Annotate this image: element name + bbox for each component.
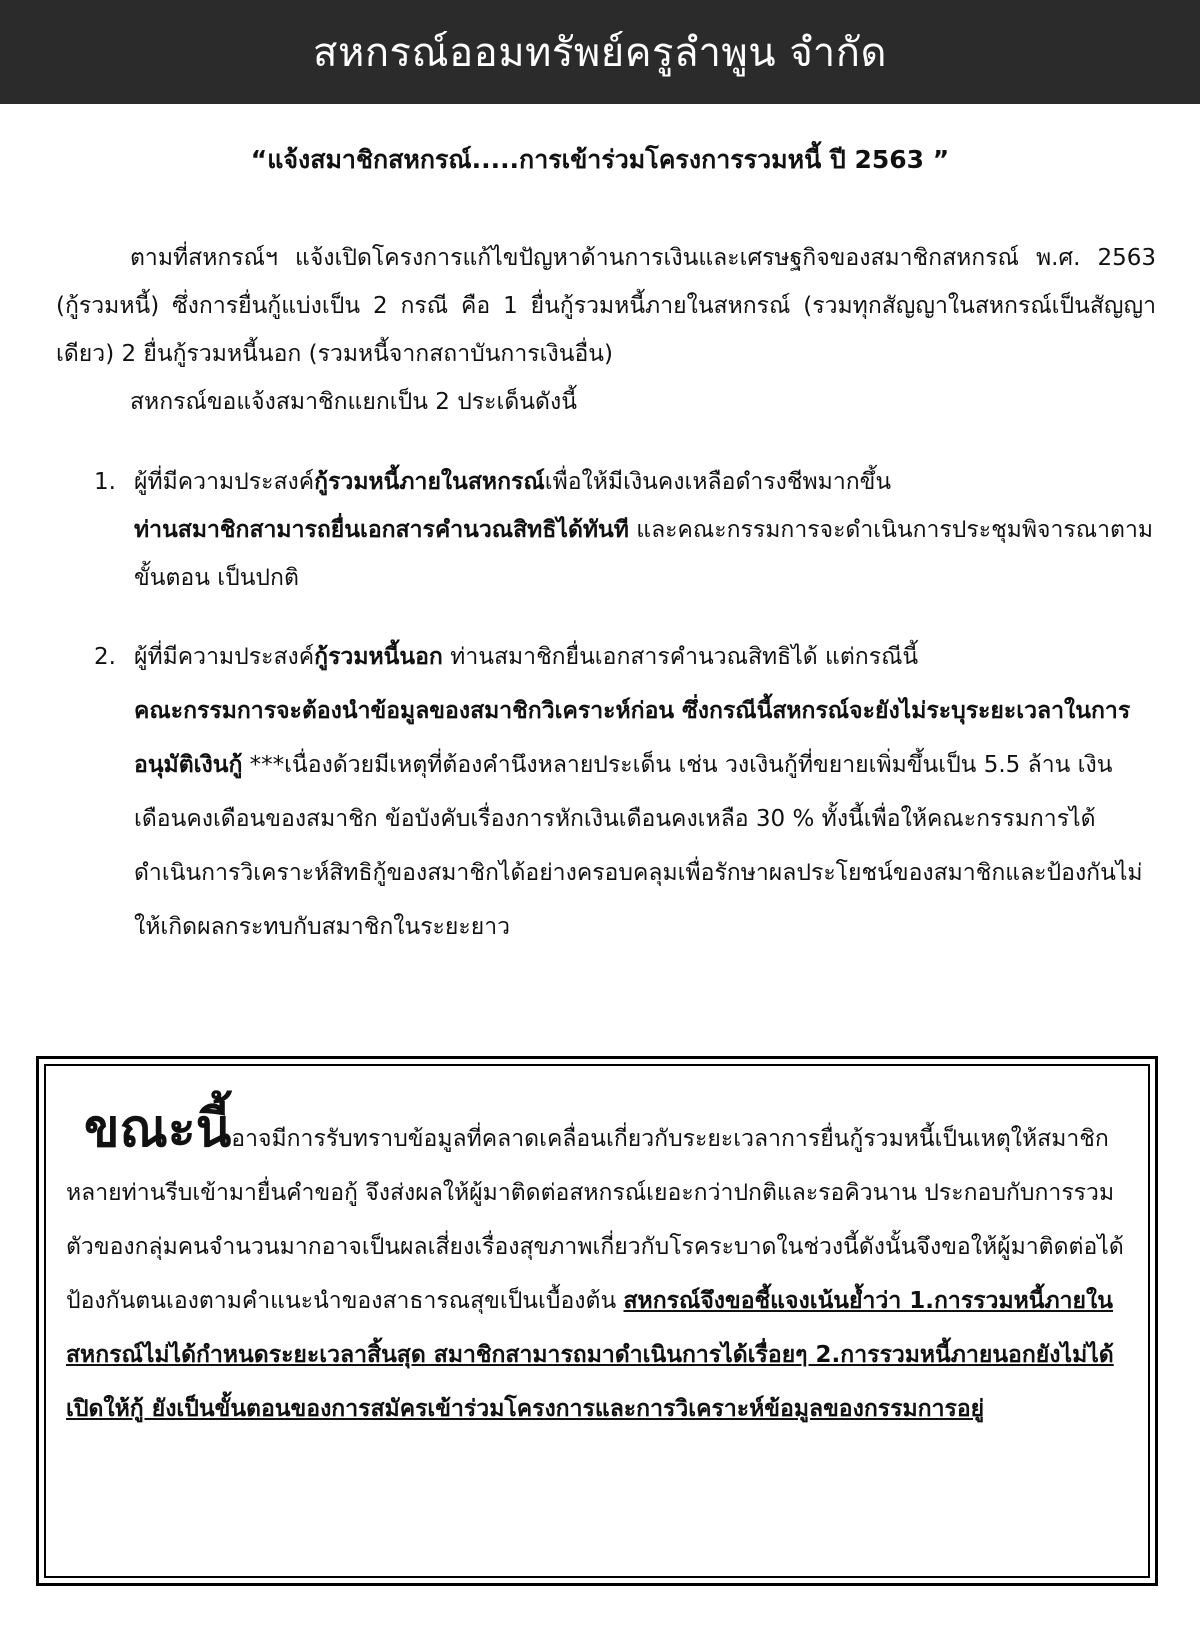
item-text: ผู้ที่มีความประสงค์ [134, 644, 315, 670]
notice-lead-word: ขณะนี้ [84, 1098, 232, 1159]
organization-title: สหกรณ์ออมทรัพย์ครูลำพูน จำกัด [313, 30, 887, 76]
intro-section [56, 234, 1156, 426]
list-item [56, 630, 1156, 954]
item-bold-text: คณะกรรมการจะต้องนำข้อมูลของสมาชิกวิเคราะห์ก่อน ซึ่งกรณีนี้สหกรณ์จะยังไม่ระบุระยะเวลาในการอนุมัติเงินกู้ [134, 698, 1131, 778]
item-bold-text: กู้รวมหนี้นอก [314, 644, 443, 670]
item-bold-text: ท่านสมาชิกสามารถยื่นเอกสารคำนวณสิทธิได้ทันที [134, 517, 629, 543]
notice-paragraph [66, 1098, 1132, 1436]
item-text: และคณะกรรมการจะดำเนินการประชุมพิจารณาตามขั้นตอน เป็นปกติ [134, 517, 1154, 591]
list-item [56, 458, 1156, 602]
notice-box [66, 1098, 1132, 1436]
header-banner [0, 0, 1200, 104]
list-item-number: 2. [94, 644, 116, 670]
intro-lead-in: สหกรณ์ขอแจ้งสมาชิกแยกเป็น 2 ประเด็นดังนี้ [130, 389, 577, 415]
list-item-body [134, 630, 1156, 954]
notice-text: อาจมีการรับทราบข้อมูลที่คลาดเคลื่อนเกี่ยวกับระยะเวลาการยื่นกู้รวมหนี้เป็นเหตุให้สมาชิกหลายท่านรีบเข้ามายื่นคำขอกู้ จึงส่งผลให้ผู้มาติดต่อสหกรณ์เยอะกว่าปกติและรอคิวนาน ประกอบกับการรวมตัวของกลุ่มคนจำนวนมากอาจเป็นผลเสี่ยงเรื่องสุขภาพเกี่ยวกับโรคระบาดในช่วงนี้ดังนั้นจึงขอให้ผู้มาติดต่อได้ป้องกันตนเองตามคำแนะนำของสาธารณสุขเป็นเบื้องต้น [66, 1126, 1124, 1314]
item-text: ***เนื่องด้วยมีเหตุที่ต้องคำนึงหลายประเด็น เช่น วงเงินกู้ที่ขยายเพิ่มขึ้นเป็น 5.5 ล้าน เงินเดือนคงเดือนของสมาชิก ข้อบังคับเรื่องการหักเงินเดือนคงเหลือ 30 % ทั้งนี้เพื่อให้คณะกรรมการได้ดำเนินการวิเคราะห์สิทธิกู้ของสมาชิกได้อย่างครอบคลุมเพื่อรักษาผลประโยชน์ของสมาชิกและป้องกันไม่ให้เกิดผลกระทบกับสมาชิกในระยะยาว [134, 752, 1143, 940]
list-item-number: 1. [94, 469, 116, 495]
announcement-headline: “แจ้งสมาชิกสหกรณ์.....การเข้าร่วมโครงการรวมหนี้ ปี 2563 ” [250, 145, 950, 174]
item-bold-text: กู้รวมหนี้ภายในสหกรณ์ [314, 469, 545, 495]
notice-emphasis: สหกรณ์จึงขอชี้แจงเน้นย้ำว่า 1.การรวมหนี้ภายในสหกรณ์ไม่ได้กำหนดระยะเวลาสิ้นสุด สมาชิกสามารถมาดำเนินการได้เรื่อยๆ 2.การรวมหนี้ภายนอกยังไม่ได้เปิดให้กู้ ยังเป็นขั้นตอนของการสมัครเข้าร่วมโครงการและการวิเคราะห์ข้อมูลของกรรมการอยู่ [66, 1288, 1114, 1422]
intro-paragraph: ตามที่สหกรณ์ฯ แจ้งเปิดโครงการแก้ไขปัญหาด้านการเงินและเศรษฐกิจของสมาชิกสหกรณ์ พ.ศ. 2563 (กู้รวมหนี้) ซึ่งการยื่นกู้แบ่งเป็น 2 กรณี คือ 1 ยื่นกู้รวมหนี้ภายในสหกรณ์ (รวมทุกสัญญาในสหกรณ์เป็นสัญญาเดียว) 2 ยื่นกู้รวมหนี้นอก (รวมหนี้จากสถาบันการเงินอื่น) [56, 245, 1156, 367]
item-text: ผู้ที่มีความประสงค์ [134, 469, 315, 495]
item-text: ท่านสมาชิกยื่นเอกสารคำนวณสิทธิได้ แต่กรณีนี้ [442, 644, 919, 670]
list-item-body [134, 458, 1156, 602]
item-text: เพื่อให้มีเงินคงเหลือดำรงชีพมากขึ้น [544, 469, 892, 495]
